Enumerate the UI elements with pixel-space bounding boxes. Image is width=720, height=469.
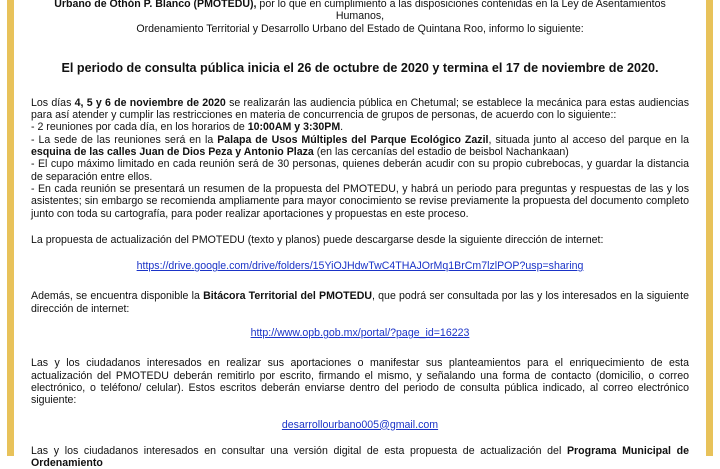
document-content bbox=[31, 0, 689, 469]
email-line bbox=[31, 419, 689, 431]
bitacora-link[interactable]: http://www.opb.gob.mx/portal/?page_id=16223 bbox=[250, 327, 470, 340]
bitacora-link-line bbox=[31, 327, 689, 339]
submissions-paragraph: Las y los ciudadanos interesados en realizar sus aportaciones o manifestar sus planteamientos para el enriquecimiento de esta actualización del PMOTEDU deberán remitirlo por escrito, firmando el mismo, y señalando una forma de contacto (domicilio, o correo electrónico, o teléfono/ celular). Estos escritos deberán enviarse dentro del periodo de consulta pública indicado, al correo electrónico siguiente: bbox=[31, 357, 689, 407]
intro-paragraph: Urbano de Othón P. Blanco (PMOTEDU), por lo que en cumplimiento a las disposiciones contenidas en la Ley de Asentamientos Humanos, Ordenamiento Territorial y Desarrollo Urbano del Estado de Quintana Roo, informo lo siguiente: bbox=[54, 0, 666, 35]
download-link-line bbox=[31, 260, 689, 272]
page-border-left bbox=[7, 0, 14, 456]
hearings-bullet-summary: - En cada reunión se presentará un resumen de la propuesta del PMOTEDU, y habrá un periodo para preguntas y respuestas de las y los asistentes; sin embargo se recomienda ampliamente para mayor conocimiento se revise previamente la propuesta del documento completo junto con toda su cartografía, para poder realizar aportaciones y propuestas en este proceso. bbox=[31, 182, 689, 220]
hearings-bullet-schedule: - 2 reuniones por cada día, en los horarios de 10:00AM y 3:30PM. bbox=[31, 121, 344, 134]
drive-download-link[interactable]: https://drive.google.com/drive/folders/15YiOJHdwTwC4THAJOrMq1BrCm7lzlPOP?usp=sharing bbox=[136, 260, 584, 273]
hearings-bullet-capacity: - El cupo máximo limitado en cada reunión será de 30 personas, quienes deberán acudir con su propio cubrebocas, y guardar la distancia de separación entre ellos. bbox=[31, 158, 689, 183]
contact-email-link[interactable]: desarrollourbano005@gmail.com bbox=[281, 418, 439, 431]
bitacora-paragraph: Además, se encuentra disponible la Bitácora Territorial del PMOTEDU, que podrá ser consultada por las y los interesados en la siguiente dirección de internet: bbox=[31, 290, 689, 315]
hearings-bullet-venue: - La sede de las reuniones será en la Palapa de Usos Múltiples del Parque Ecológico Zazil, situada junto al acceso del parque en la esquina de las calles Juan de Dios Peza y Antonio Plaza (en las cercanías del estadio de beisbol Nachankaan) bbox=[31, 133, 690, 159]
final-paragraph: Las y los ciudadanos interesados en consultar una versión digital de esta propuesta de actualización del Programa Municipal de Ordenamiento bbox=[31, 444, 689, 469]
page-border-right bbox=[706, 0, 713, 456]
download-paragraph: La propuesta de actualización del PMOTEDU (texto y planos) puede descargarse desde la siguiente dirección de internet: bbox=[31, 233, 604, 246]
hearings-paragraph: Los días 4, 5 y 6 de noviembre de 2020 se realizarán las audiencia pública en Chetumal; se establece la mecánica para estas audiencias para así atender y cumplir las restricciones en materia de concurrencia de grupos de personas, de acuerdo con lo siguiente:: bbox=[31, 96, 689, 122]
consultation-period-heading: El periodo de consulta pública inicia el 26 de octubre de 2020 y termina el 17 de noviembre de 2020. bbox=[61, 60, 659, 75]
